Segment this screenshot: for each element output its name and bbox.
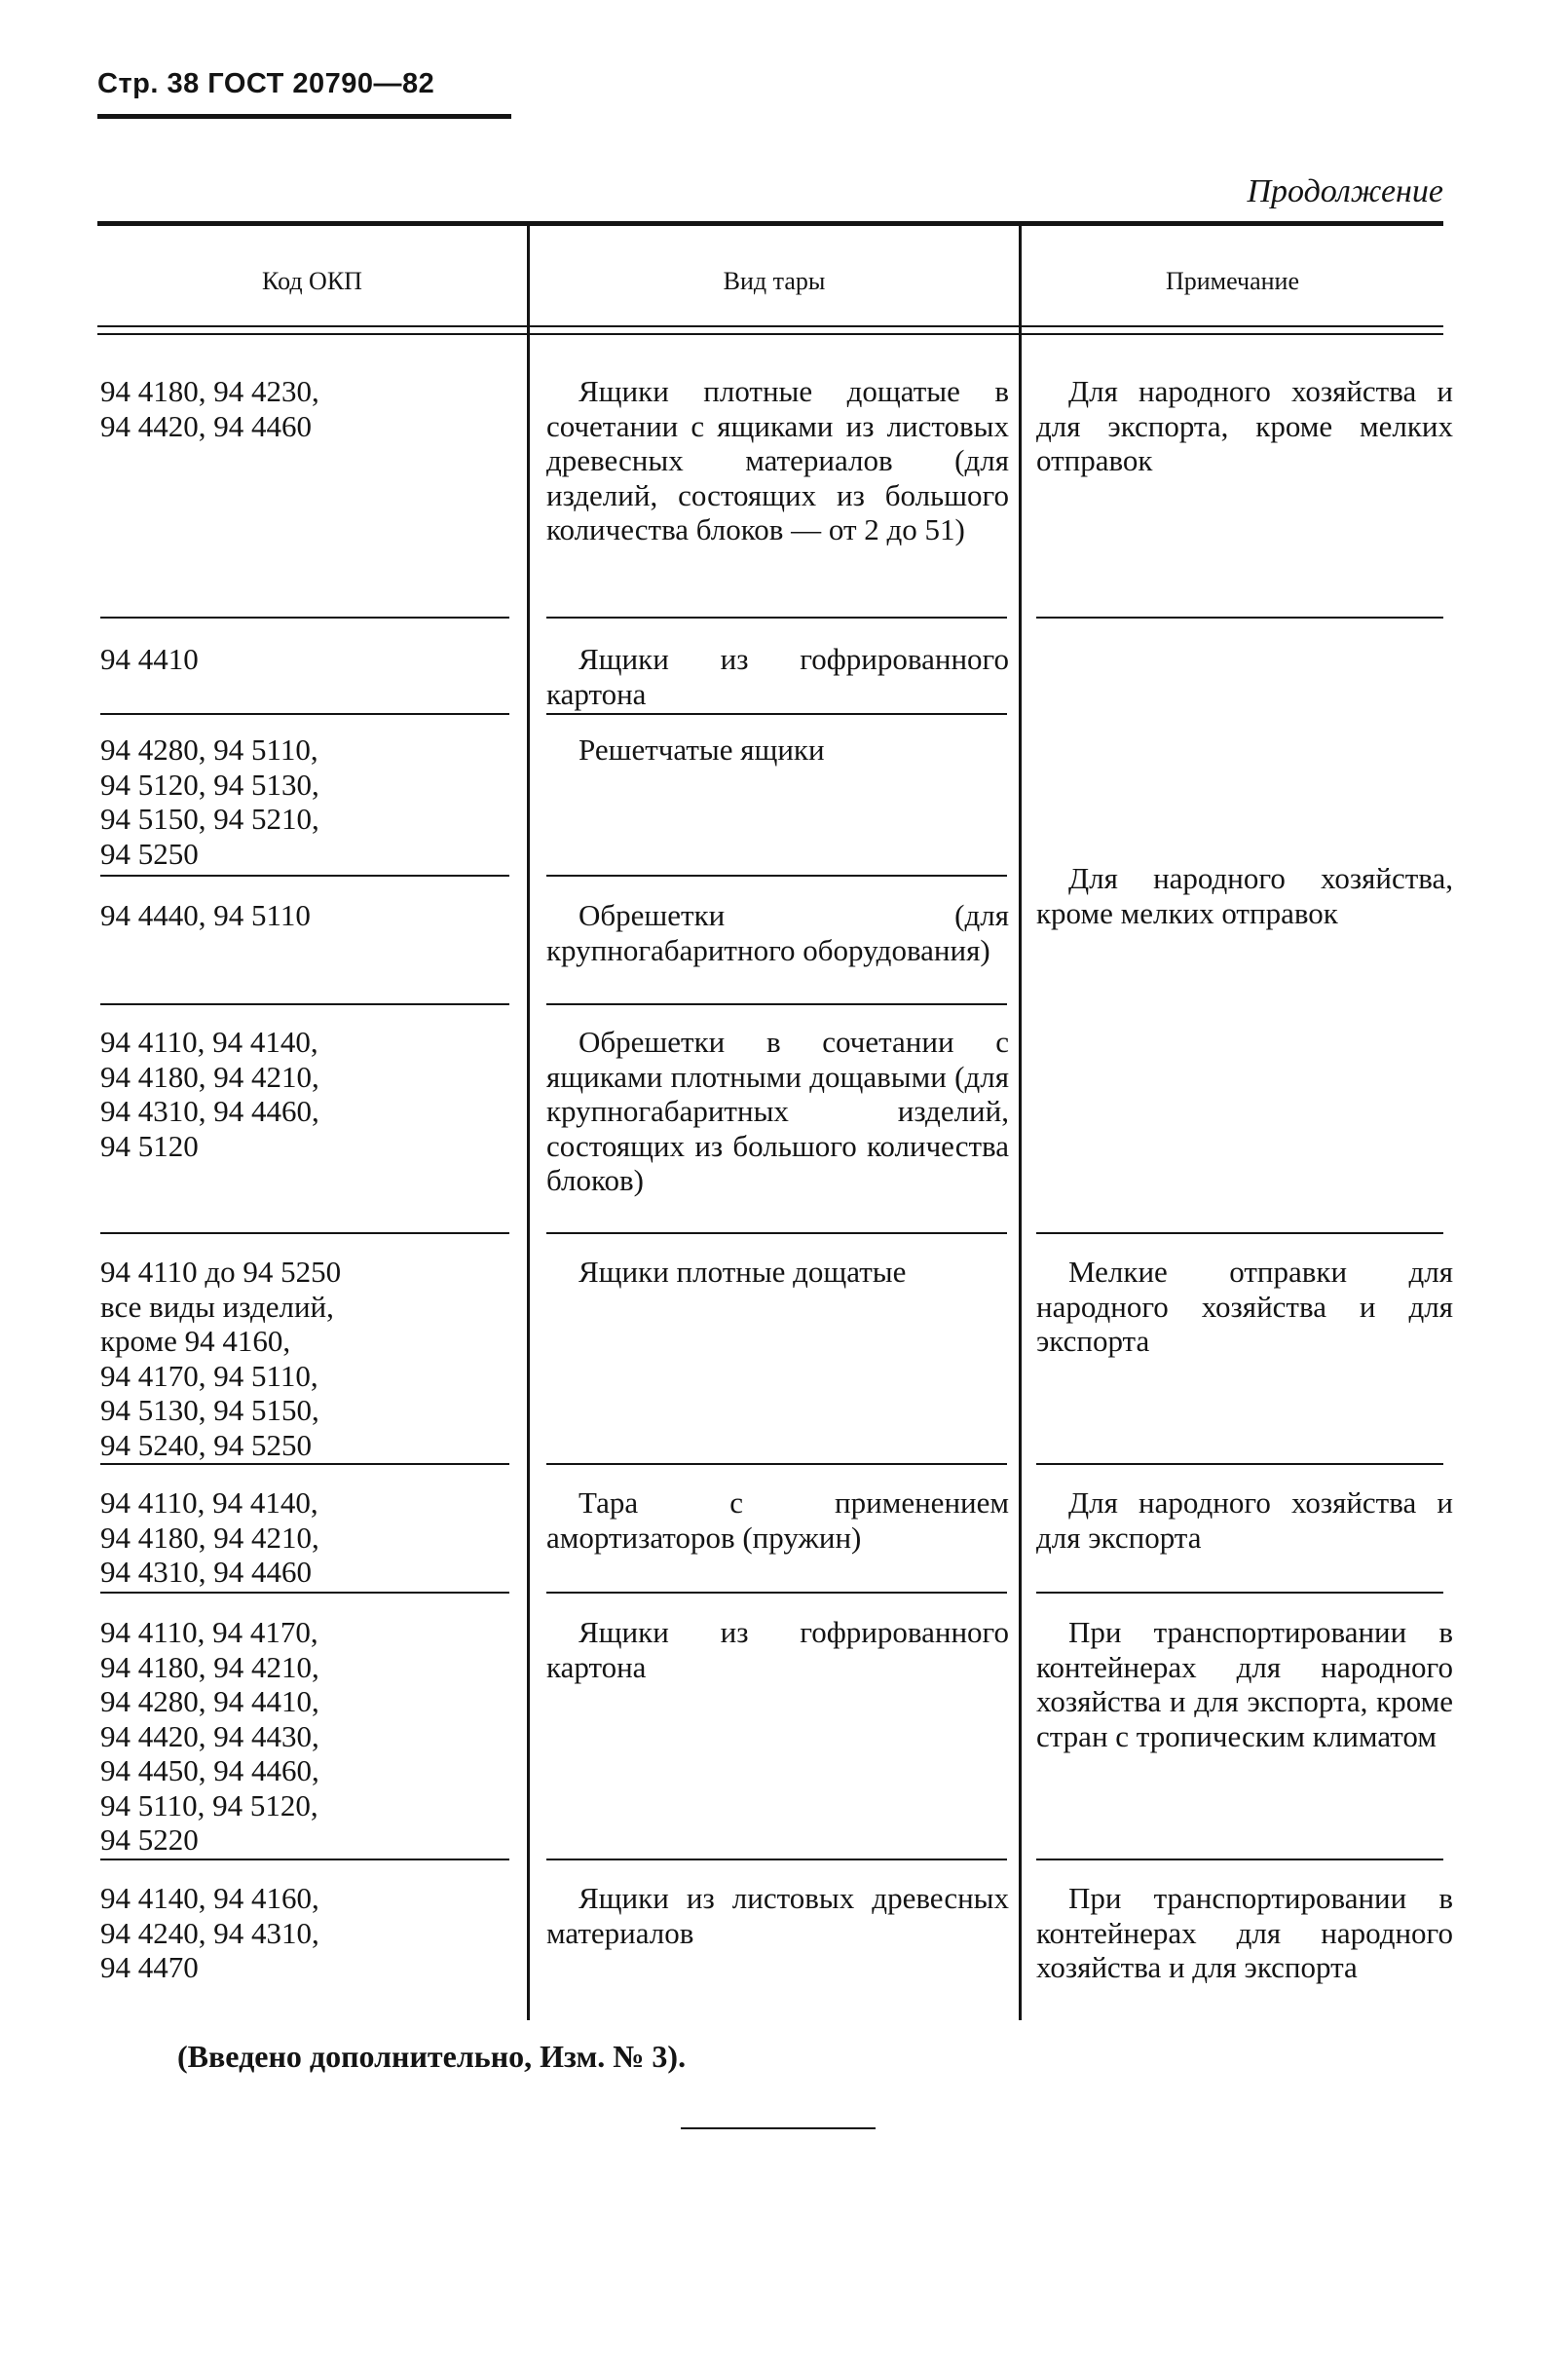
- row-separator: [546, 1232, 1007, 1234]
- row-separator: [100, 713, 509, 715]
- column-header-type: Вид тары: [723, 267, 826, 295]
- code-cell: 94 4110, 94 4140, 94 4180, 94 4210, 94 4310, 94 4460, 94 5120: [100, 1025, 319, 1163]
- code-cell: 94 4180, 94 4230, 94 4420, 94 4460: [100, 374, 319, 443]
- row-separator: [546, 1592, 1007, 1594]
- code-cell: 94 4110 до 94 5250 все виды изделий, кроме 94 4160, 94 4170, 94 5110, 94 5130, 94 5150, 94 5240, 94 5250: [100, 1255, 342, 1462]
- row-separator: [1036, 1859, 1443, 1860]
- row-separator: [546, 1463, 1007, 1465]
- type-cell: Ящики из листовых древесных материалов: [546, 1881, 1009, 1950]
- row-separator: [100, 875, 509, 877]
- row-separator: [100, 1003, 509, 1005]
- type-cell: Ящики из гофрированного картона: [546, 642, 1009, 711]
- column-divider: [1019, 226, 1022, 2020]
- type-cell: Обрешетки (для крупногабаритного оборудования): [546, 898, 1009, 967]
- type-cell: Обрешетки в сочетании с ящиками плотными дощавыми (для крупногабаритных изделий, состоящих из большого количества блоков): [546, 1025, 1009, 1197]
- column-divider: [527, 226, 530, 2020]
- page-header: Стр. 38 ГОСТ 20790—82: [97, 68, 435, 99]
- footnote: (Введено дополнительно, Изм. № 3).: [177, 2039, 687, 2074]
- code-cell: 94 4440, 94 5110: [100, 898, 311, 932]
- code-cell: 94 4410: [100, 642, 199, 676]
- note-cell: При транспортировании в контейнерах для народного хозяйства и для экспорта, кроме стран с тропическим климатом: [1036, 1615, 1453, 1753]
- row-separator: [1036, 1592, 1443, 1594]
- row-separator: [546, 617, 1007, 619]
- row-separator: [100, 1859, 509, 1860]
- type-cell: Ящики плотные дощатые в сочетании с ящиками из листовых древесных материалов (для изделий, состоящих из большого количества блоков — от 2 до 51): [546, 374, 1009, 546]
- row-separator: [1036, 1463, 1443, 1465]
- note-cell: Для народного хозяйства, кроме мелких отправок: [1036, 861, 1453, 930]
- header-bottom-rule: [97, 325, 1443, 327]
- type-cell: Ящики из гофрированного картона: [546, 1615, 1009, 1684]
- type-cell: Ящики плотные дощатые: [579, 1255, 907, 1289]
- row-separator: [1036, 617, 1443, 619]
- row-separator: [100, 1592, 509, 1594]
- row-separator: [546, 713, 1007, 715]
- row-separator: [100, 617, 509, 619]
- note-cell: Для народного хозяйства и для экспорта: [1036, 1485, 1453, 1555]
- row-separator: [546, 875, 1007, 877]
- row-separator: [1036, 1232, 1443, 1234]
- type-cell: Решетчатые ящики: [579, 732, 825, 767]
- end-rule: [681, 2127, 876, 2129]
- table-top-rule: [97, 221, 1443, 226]
- type-cell: Тара с применением амортизаторов (пружин): [546, 1485, 1009, 1555]
- row-separator: [546, 1859, 1007, 1860]
- note-cell: Для народного хозяйства и для экспорта, кроме мелких отправок: [1036, 374, 1453, 477]
- continuation-label: Продолжение: [1247, 173, 1443, 209]
- code-cell: 94 4140, 94 4160, 94 4240, 94 4310, 94 4470: [100, 1881, 319, 1984]
- column-header-note: Примечание: [1165, 267, 1300, 295]
- header-bottom-rule-double: [97, 333, 1443, 335]
- note-cell: Мелкие отправки для народного хозяйства и для экспорта: [1036, 1255, 1453, 1358]
- column-header-code: Код ОКП: [262, 267, 362, 295]
- row-separator: [100, 1232, 509, 1234]
- header-rule: [97, 114, 511, 119]
- row-separator: [100, 1463, 509, 1465]
- row-separator: [546, 1003, 1007, 1005]
- code-cell: 94 4110, 94 4170, 94 4180, 94 4210, 94 4280, 94 4410, 94 4420, 94 4430, 94 4450, 94 4460, 94 5110, 94 5120, 94 5220: [100, 1615, 319, 1857]
- code-cell: 94 4280, 94 5110, 94 5120, 94 5130, 94 5150, 94 5210, 94 5250: [100, 732, 319, 871]
- note-cell: При транспортировании в контейнерах для народного хозяйства и для экспорта: [1036, 1881, 1453, 1984]
- code-cell: 94 4110, 94 4140, 94 4180, 94 4210, 94 4310, 94 4460: [100, 1485, 319, 1589]
